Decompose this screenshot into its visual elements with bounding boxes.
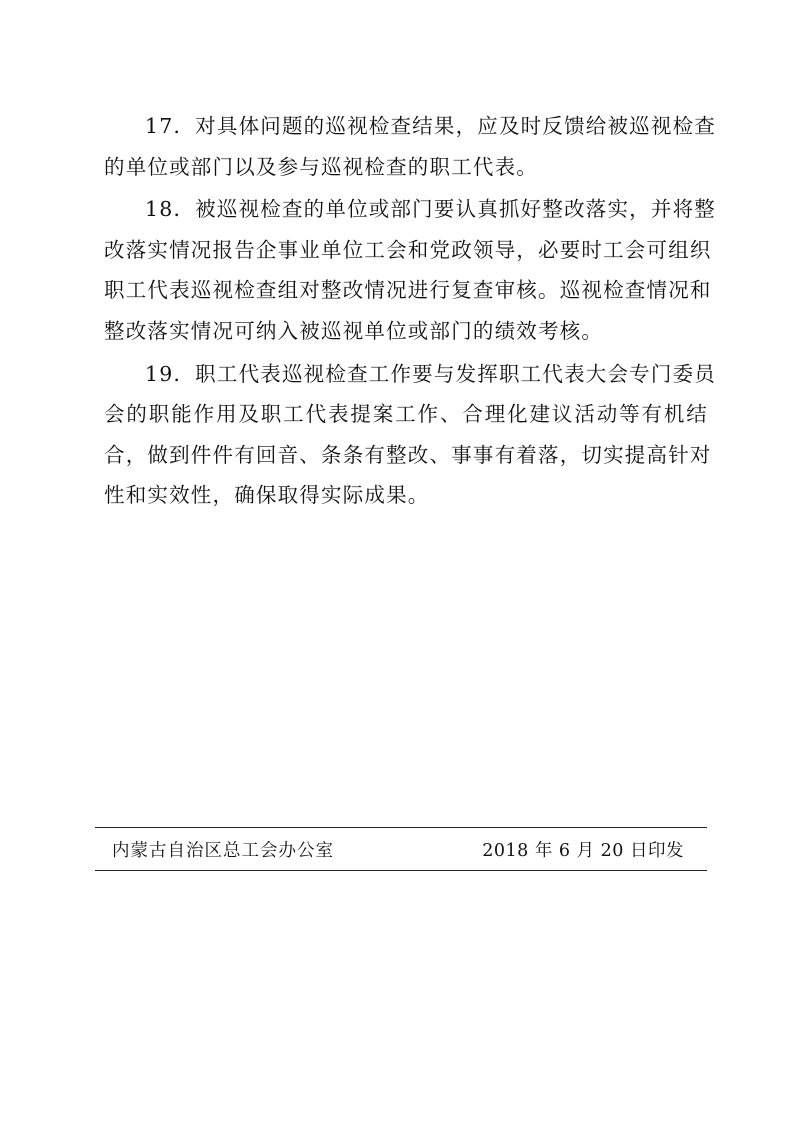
issue-date: 2018 年 6 月 20 日印发: [482, 841, 684, 861]
article-18-line: 整改落实情况可纳入被巡视单位或部门的绩效考核。: [104, 318, 604, 343]
article-17-line: 的单位或部门以及参与巡视检查的职工代表。: [104, 154, 538, 179]
article-19-line: 合，做到件件有回音、条条有整改、事事有着落，切实提高针对: [104, 442, 712, 467]
article-18-line: 职工代表巡视检查组对整改情况进行复查审核。巡视检查情况和: [104, 278, 712, 303]
article-18-line: 改落实情况报告企事业单位工会和党政领导，必要时工会可组织: [104, 237, 712, 262]
article-18: [104, 189, 716, 351]
article-19-line: 性和实效性，确保取得实际成果。: [104, 483, 430, 508]
issuance-footer: [95, 827, 707, 871]
article-17: [104, 106, 716, 187]
article-19-line: 会的职能作用及职工代表提案工作、合理化建议活动等有机结: [104, 402, 708, 427]
document-body: [104, 106, 716, 516]
article-17-line: 17．对具体问题的巡视检查结果，应及时反馈给被巡视检查: [145, 114, 716, 138]
article-19: [104, 354, 716, 516]
issuing-office: 内蒙古自治区总工会办公室: [112, 841, 334, 861]
article-18-line: 18．被巡视检查的单位或部门要认真抓好整改落实，并将整: [145, 197, 716, 222]
article-19-line: 19．职工代表巡视检查工作要与发挥职工代表大会专门委员: [145, 361, 716, 386]
